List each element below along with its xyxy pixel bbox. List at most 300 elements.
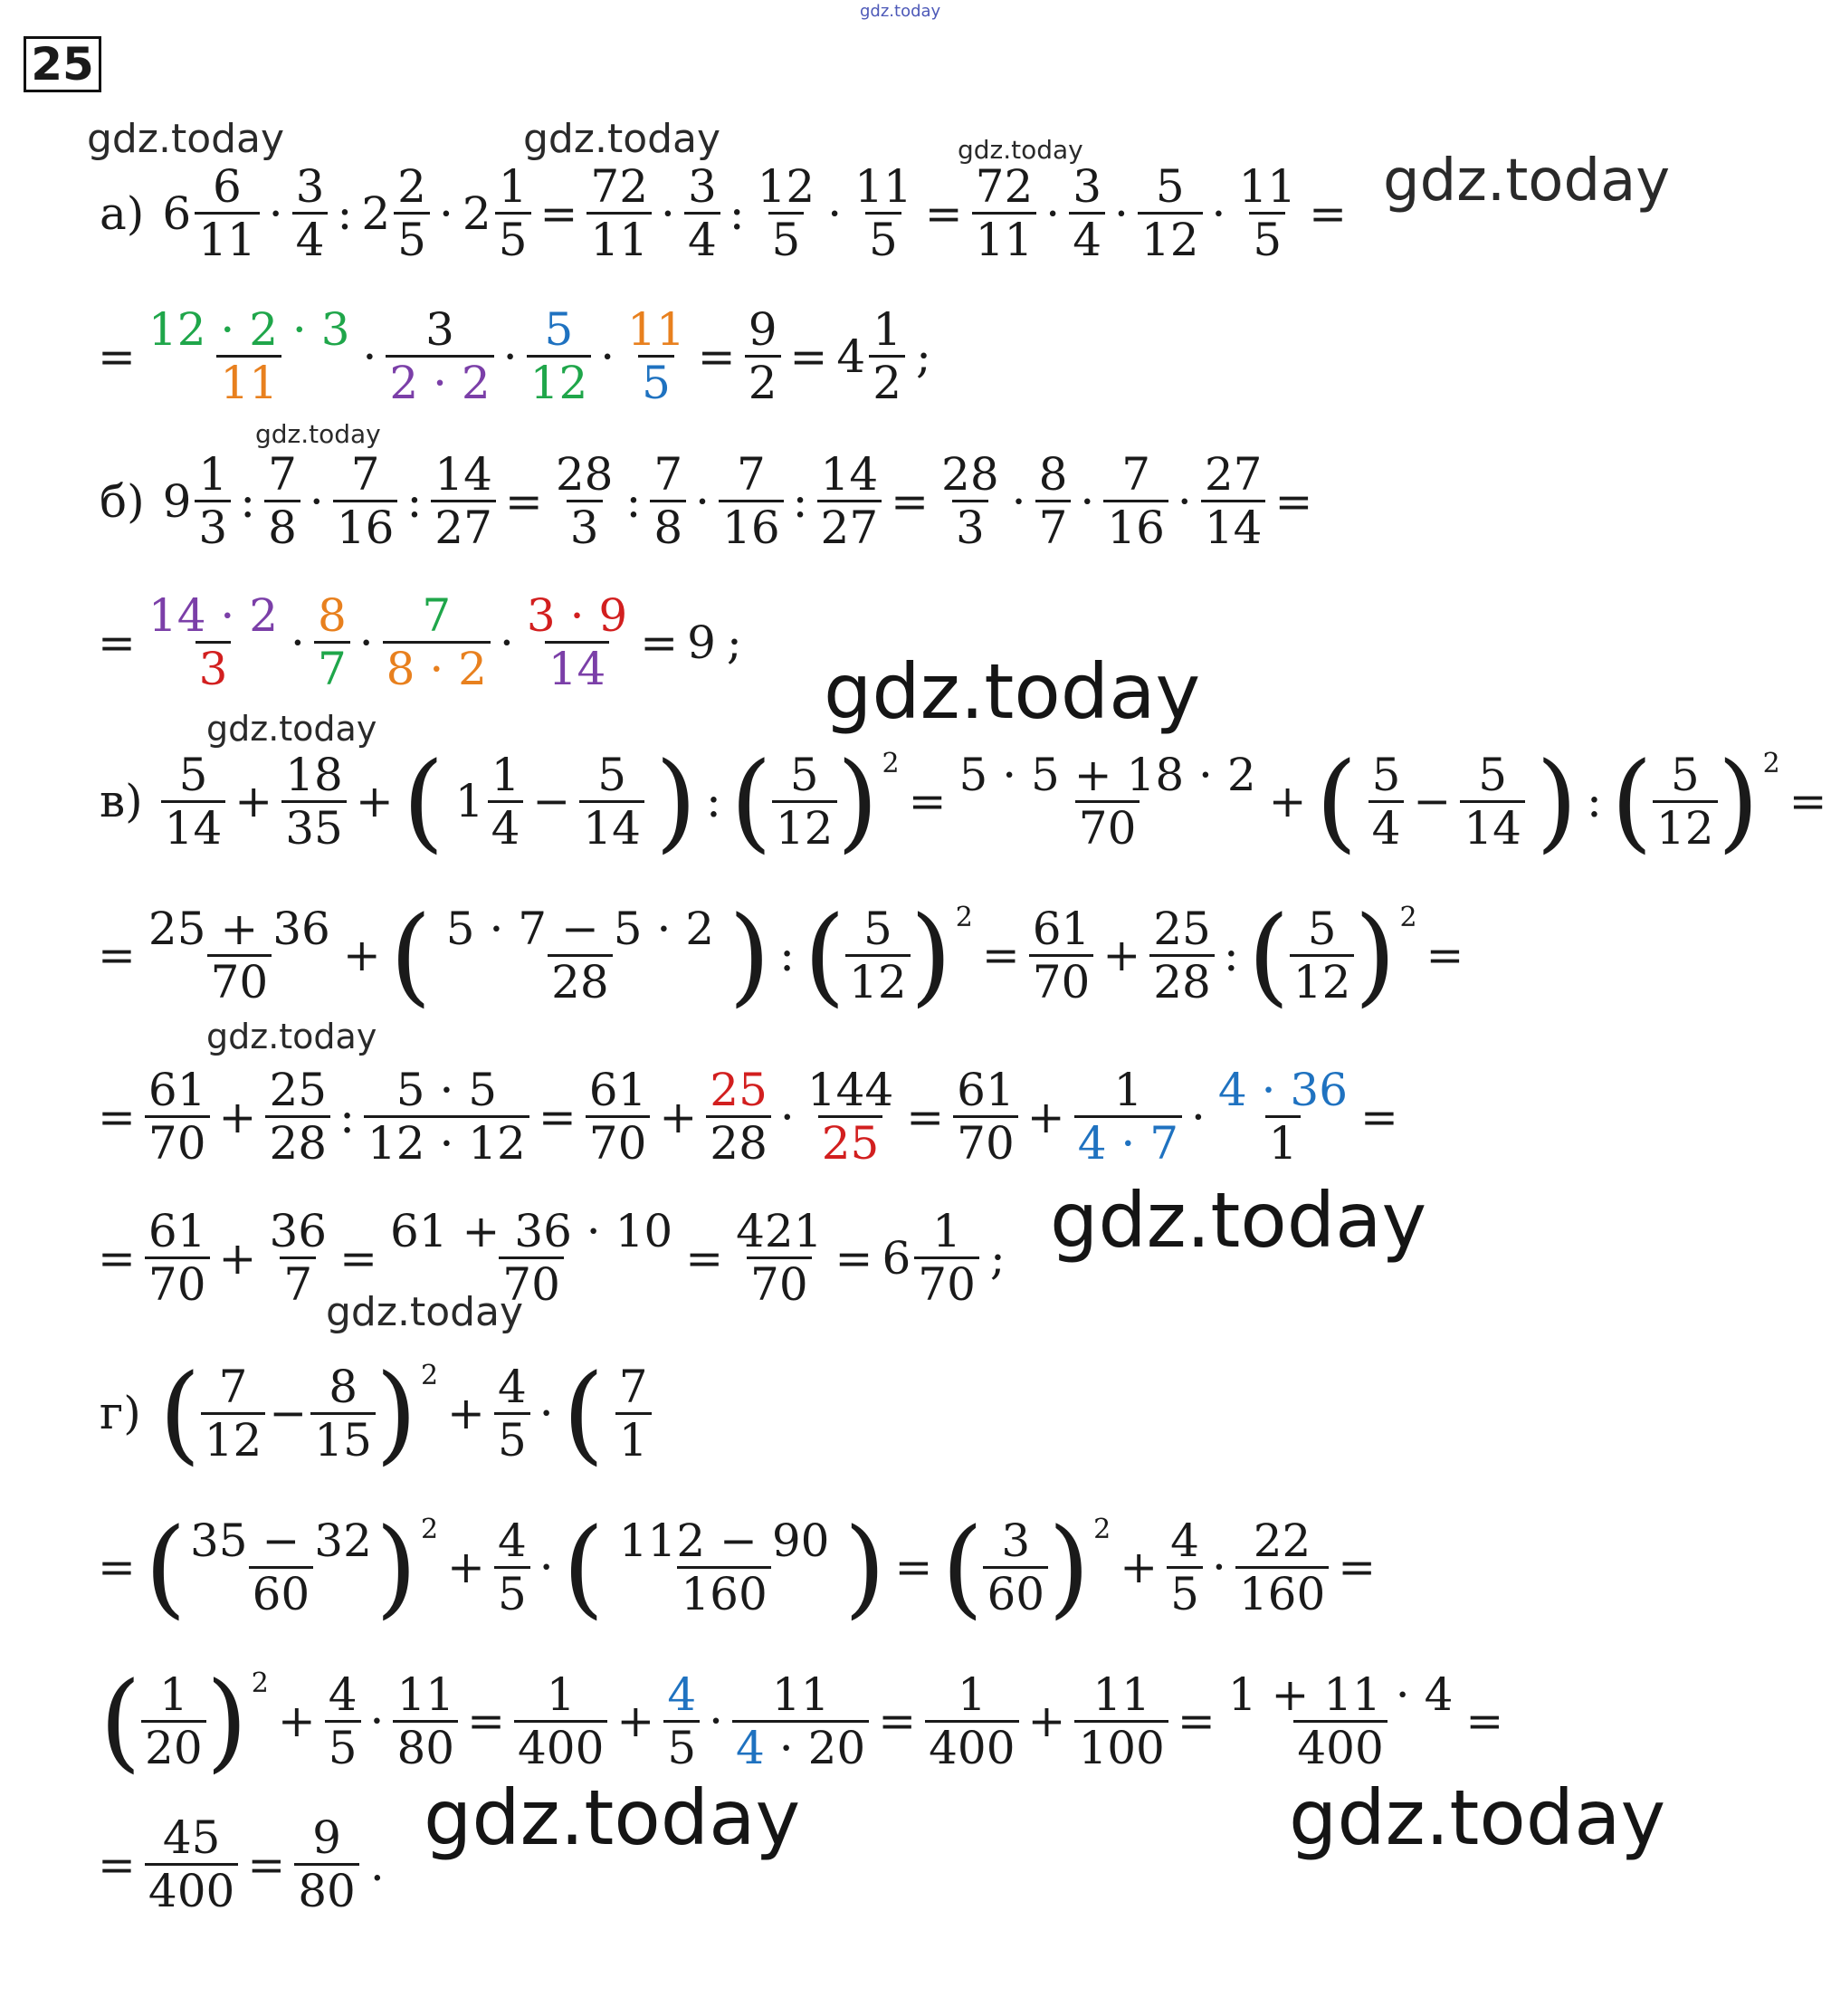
dot-op: · — [1211, 1541, 1226, 1593]
denominator: 5 — [495, 212, 531, 265]
numerator: 25 — [1153, 902, 1211, 955]
numerator: 14 — [820, 448, 879, 501]
denominator: 11 — [586, 212, 652, 265]
fraction — [956, 750, 1260, 854]
fraction — [938, 449, 1003, 553]
whole: 2 — [361, 186, 391, 240]
numerator: 7 — [618, 1360, 648, 1413]
dot-op: · — [1080, 474, 1095, 528]
mixed-number — [361, 161, 430, 265]
denominator: 7 — [314, 641, 350, 694]
div-op: : — [339, 1090, 355, 1143]
fraction — [386, 304, 493, 408]
fraction — [195, 449, 231, 553]
dot-op: · — [778, 1721, 794, 1774]
numerator: 1 — [873, 303, 902, 356]
part-a-line-1 — [94, 161, 1350, 265]
dot-op: · — [827, 186, 843, 240]
semicolon: ; — [726, 616, 742, 669]
part-a-label: а) — [100, 186, 145, 240]
equals-sign: = — [891, 474, 930, 528]
fraction — [145, 304, 354, 408]
numerator: 4 — [328, 1667, 358, 1721]
equals-sign: = — [98, 616, 136, 669]
plus-op: + — [616, 1695, 655, 1747]
exponent: 2 — [882, 748, 900, 779]
equals-sign: = — [640, 616, 679, 669]
equals-sign: = — [539, 186, 578, 240]
watermark: gdz.today — [824, 647, 1201, 736]
denominator: 14 — [1201, 500, 1266, 553]
dot-op: · — [309, 474, 324, 528]
right-paren: ) — [729, 893, 771, 1018]
numerator: 144 — [806, 1064, 894, 1116]
part-g-line-2 — [94, 1505, 1379, 1629]
numerator: 8 — [1038, 448, 1068, 501]
fraction — [953, 1065, 1018, 1169]
numerator: 5 — [1478, 748, 1508, 801]
plus-op: + — [218, 1231, 257, 1285]
denominator: 11 — [216, 355, 281, 408]
fraction — [145, 1812, 238, 1916]
numerator: 4 — [497, 1514, 527, 1567]
div-op: : — [779, 929, 795, 981]
equals-sign: = — [894, 1541, 933, 1593]
fraction — [393, 1669, 458, 1773]
denominator: 3 — [952, 500, 988, 553]
numerator: 5 · 5 — [396, 1064, 498, 1116]
denominator: 12 — [1138, 212, 1203, 265]
fraction — [552, 449, 617, 553]
numerator: 11 — [627, 303, 685, 356]
plus-op: + — [447, 1541, 485, 1593]
denominator: 70 — [207, 954, 272, 1008]
watermark: gdz.today — [424, 1773, 801, 1862]
dot-op: · — [779, 1090, 795, 1143]
left-paren: ( — [941, 1505, 984, 1629]
equals-sign: = — [504, 474, 543, 528]
denominator: 5 — [865, 212, 901, 265]
denominator: 70 — [499, 1256, 564, 1310]
denominator: 12 · 12 — [364, 1115, 529, 1169]
fraction — [745, 304, 781, 408]
part-v-line-1 — [94, 739, 1831, 864]
numerator: 1 — [498, 160, 528, 213]
numerator: 14 · 2 — [148, 589, 279, 642]
numerator: 5 — [1307, 902, 1337, 955]
exponent: 2 — [1399, 902, 1417, 933]
numerator: 27 — [1204, 448, 1263, 501]
equals-sign: = — [878, 1695, 917, 1747]
numerator: 7 — [653, 448, 683, 501]
mixed-number — [163, 449, 232, 553]
fraction — [732, 1669, 869, 1773]
denominator: 3 — [567, 500, 603, 553]
fraction — [1225, 1669, 1457, 1773]
right-paren: ) — [1717, 739, 1759, 864]
numerator: 9 — [748, 303, 777, 356]
numerator: 4 — [667, 1667, 697, 1721]
equals-sign: = — [98, 1838, 136, 1891]
whole: 6 — [162, 186, 192, 240]
denominator: 70 — [586, 1115, 651, 1169]
power-group — [804, 893, 973, 1018]
watermark: gdz.today — [958, 135, 1083, 165]
fraction — [201, 1362, 266, 1466]
numerator: 8 — [329, 1360, 358, 1413]
div-op: : — [625, 474, 642, 528]
div-op: : — [792, 474, 808, 528]
denominator: 400 — [925, 1720, 1018, 1773]
power-group — [100, 1658, 269, 1783]
fraction — [732, 1206, 825, 1310]
numerator: 25 + 36 — [148, 902, 330, 955]
fraction — [1201, 449, 1266, 553]
numerator: 7 — [422, 589, 452, 642]
fraction — [383, 590, 491, 694]
plus-op: + — [277, 1695, 316, 1747]
numerator: 11 — [1238, 160, 1297, 213]
left-paren: ( — [1315, 739, 1358, 864]
numerator: 25 — [710, 1064, 768, 1116]
fraction — [1368, 750, 1405, 854]
fraction — [333, 449, 398, 553]
right-paren: ) — [654, 739, 697, 864]
fraction — [972, 161, 1037, 265]
fraction — [145, 1065, 210, 1169]
equals-sign: = — [1465, 1695, 1504, 1747]
equals-sign: = — [1274, 474, 1313, 528]
numerator: 18 — [285, 748, 343, 801]
numerator: 1 — [932, 1205, 961, 1257]
fraction — [364, 1065, 529, 1169]
denominator: 15 — [310, 1412, 376, 1466]
numerator: 45 — [162, 1811, 221, 1864]
denominator: 8 — [650, 500, 686, 553]
exponent: 2 — [420, 1360, 439, 1391]
denominator: 80 — [294, 1863, 359, 1916]
denominator: 4 — [1368, 800, 1405, 854]
watermark: gdz.today — [860, 2, 941, 21]
part-g-line-4 — [94, 1812, 390, 1916]
numerator: 3 · 9 — [526, 589, 628, 642]
denominator: 80 — [393, 1720, 458, 1773]
watermark: gdz.today — [1383, 148, 1671, 215]
numerator: 7 — [218, 1360, 248, 1413]
denominator: 7 — [280, 1256, 316, 1310]
numerator: 11 — [854, 160, 912, 213]
numerator: 61 — [148, 1205, 206, 1257]
denominator: 1 — [615, 1412, 652, 1466]
equals-sign: = — [1338, 1541, 1377, 1593]
plus-op: + — [1102, 929, 1141, 981]
denominator: 4 · 7 — [1074, 1115, 1182, 1169]
denominator: 2 — [869, 355, 905, 408]
denominator: 28 — [706, 1115, 771, 1169]
fraction — [161, 750, 226, 854]
numerator: 3 — [425, 303, 454, 356]
fraction — [488, 750, 524, 854]
fraction — [495, 161, 531, 265]
right-paren: ) — [1354, 893, 1397, 1018]
denominator: 3 — [195, 500, 231, 553]
equals-sign: = — [98, 1231, 136, 1285]
fraction — [145, 1206, 210, 1310]
div-op: : — [729, 186, 745, 240]
numerator: 11 — [1092, 1667, 1150, 1721]
plus-op: + — [355, 775, 394, 827]
fraction — [719, 449, 784, 553]
dot-op: · — [539, 1387, 554, 1439]
plus-op: + — [234, 775, 273, 827]
watermark: gdz.today — [255, 419, 381, 449]
power-group — [941, 1505, 1111, 1629]
denominator: 60 — [249, 1566, 314, 1619]
div-op: : — [406, 474, 423, 528]
exponent: 2 — [251, 1667, 269, 1699]
power-group — [1247, 893, 1417, 1018]
plus-op: + — [659, 1090, 698, 1143]
left-paren: ( — [1247, 893, 1290, 1018]
denominator: 12 — [772, 800, 837, 854]
numerator: 112 − 90 — [618, 1514, 830, 1567]
denominator: 70 — [953, 1115, 1018, 1169]
denominator: 1 — [1265, 1115, 1302, 1169]
power-group — [1610, 739, 1780, 864]
denominator: 16 — [1103, 500, 1168, 553]
plus-op: + — [218, 1090, 257, 1143]
fraction — [579, 750, 644, 854]
numerator: 3 — [295, 160, 325, 213]
equals-sign: = — [906, 1090, 945, 1143]
numerator: 4 · 36 — [1217, 1064, 1349, 1116]
watermark: gdz.today — [326, 1289, 524, 1335]
numerator: 36 — [269, 1205, 328, 1257]
fraction — [1138, 161, 1203, 265]
numerator: 14 — [434, 448, 492, 501]
denominator: 16 — [719, 500, 784, 553]
denominator: 5 — [325, 1720, 361, 1773]
mixed-number — [455, 750, 524, 854]
dot-op: · — [709, 1695, 724, 1747]
numerator: 5 — [178, 748, 208, 801]
numerator: 22 — [1253, 1514, 1311, 1567]
equals-sign: = — [1177, 1695, 1216, 1747]
numerator: 9 — [312, 1811, 341, 1864]
denominator: 160 — [1235, 1566, 1329, 1619]
denominator: 70 — [1029, 954, 1094, 1008]
equals-sign: = — [1788, 775, 1827, 827]
equals-sign: = — [247, 1838, 286, 1891]
dot-op: · — [1114, 186, 1129, 240]
fraction — [292, 161, 329, 265]
fraction — [851, 161, 916, 265]
power-group — [730, 739, 900, 864]
numerator: 5 — [863, 902, 892, 955]
left-paren: ( — [1610, 739, 1653, 864]
equals-sign: = — [908, 775, 947, 827]
denominator: 4 — [684, 212, 720, 265]
numerator: 5 · 5 + 18 · 2 — [958, 748, 1256, 801]
denominator: 5 — [663, 1720, 700, 1773]
dot-op: · — [600, 330, 615, 383]
fraction — [1035, 449, 1072, 553]
denominator: 4 — [1069, 212, 1105, 265]
right-paren: ) — [375, 1351, 417, 1476]
dot-op: · — [358, 616, 374, 669]
denominator: 12 — [527, 355, 592, 408]
equals-sign: = — [98, 1090, 136, 1143]
factor: 20 — [807, 1721, 866, 1774]
numerator: 7 — [736, 448, 766, 501]
denominator: 2 · 2 — [386, 355, 493, 408]
dot-op: · — [539, 1541, 554, 1593]
fraction — [706, 1065, 771, 1169]
numerator: 72 — [590, 160, 649, 213]
numerator: 6 — [213, 160, 242, 213]
left-paren: ( — [804, 893, 846, 1018]
numerator: 421 — [736, 1205, 823, 1257]
denominator: 5 — [638, 355, 674, 408]
minus-op: − — [1413, 775, 1452, 827]
left-paren: ( — [730, 739, 772, 864]
div-op: : — [240, 474, 256, 528]
fraction — [650, 449, 686, 553]
fraction — [310, 1362, 376, 1466]
fraction — [186, 1515, 376, 1619]
whole: 9 — [162, 474, 192, 528]
numerator: 3 — [687, 160, 717, 213]
denominator: 28 — [548, 954, 613, 1008]
denominator: 60 — [983, 1566, 1048, 1619]
fraction — [394, 161, 430, 265]
equals-sign: = — [981, 929, 1020, 981]
fraction — [264, 449, 300, 553]
plus-op: + — [1268, 775, 1307, 827]
mixed-number — [882, 1206, 978, 1310]
dot-op: · — [502, 330, 518, 383]
denominator: 70 — [747, 1256, 812, 1310]
fraction — [1103, 449, 1168, 553]
fraction — [431, 449, 496, 553]
numerator: 1 — [1113, 1064, 1143, 1116]
numerator: 28 — [555, 448, 614, 501]
denominator: 11 — [972, 212, 1037, 265]
fraction — [1029, 903, 1094, 1008]
fraction — [523, 590, 631, 694]
watermark: gdz.today — [1050, 1176, 1427, 1265]
fraction — [195, 161, 260, 265]
numerator: 2 — [397, 160, 426, 213]
numerator: 3 — [1001, 1514, 1031, 1567]
dot-op: · — [291, 616, 305, 669]
fraction — [145, 590, 281, 694]
equals-sign: = — [789, 330, 828, 383]
part-g-line-1 — [94, 1351, 657, 1476]
div-op: : — [1223, 929, 1239, 981]
fraction — [586, 1065, 651, 1169]
fraction — [845, 903, 911, 1008]
plus-op: + — [1027, 1695, 1066, 1747]
fraction — [314, 590, 350, 694]
watermark: gdz.today — [206, 709, 377, 749]
fraction — [869, 304, 905, 408]
denominator: 5 — [394, 212, 430, 265]
denominator: 8 · 2 — [383, 641, 491, 694]
numerator: 28 — [941, 448, 999, 501]
numerator: 12 · 2 · 3 — [148, 303, 350, 356]
denominator: 28 — [1149, 954, 1215, 1008]
fraction — [527, 304, 592, 408]
exponent: 2 — [1093, 1514, 1111, 1545]
minus-op: − — [269, 1387, 308, 1439]
denominator: 100 — [1074, 1720, 1168, 1773]
denominator: 5 — [494, 1566, 530, 1619]
right-paren: ) — [844, 1505, 886, 1629]
dot-op: · — [1211, 186, 1226, 240]
denominator: 2 — [745, 355, 781, 408]
equals-sign: = — [924, 186, 963, 240]
right-paren: ) — [1048, 1505, 1091, 1629]
right-paren: ) — [836, 739, 879, 864]
denominator: 16 — [333, 500, 398, 553]
fraction — [586, 161, 652, 265]
equals-sign: = — [98, 330, 136, 383]
fraction — [1290, 903, 1355, 1008]
mixed-number — [836, 304, 905, 408]
right-paren: ) — [205, 1658, 248, 1783]
numerator: 11 — [396, 1667, 455, 1721]
fraction — [494, 1362, 530, 1466]
denominator: 4 — [488, 800, 524, 854]
div-op: : — [1587, 775, 1602, 827]
dot-op: · — [362, 330, 377, 383]
denominator: 12 — [845, 954, 911, 1008]
equals-sign: = — [1360, 1090, 1398, 1143]
numerator: 1 — [198, 448, 228, 501]
plus-op: + — [1026, 1090, 1065, 1143]
denominator: 28 — [265, 1115, 330, 1169]
numerator: 72 — [975, 160, 1034, 213]
exponent: 2 — [420, 1514, 439, 1545]
numerator: 1 + 11 · 4 — [1227, 1667, 1454, 1721]
denominator: 27 — [817, 500, 882, 553]
part-b-line-2 — [94, 590, 748, 694]
denominator: 25 — [818, 1115, 883, 1169]
equals-sign: = — [467, 1695, 505, 1747]
denominator: 5 — [1167, 1566, 1203, 1619]
whole: 4 — [836, 330, 866, 383]
numerator: 4 — [1170, 1514, 1199, 1567]
exponent: 2 — [1762, 748, 1780, 779]
div-op: : — [705, 775, 721, 827]
fraction — [386, 1206, 676, 1310]
fraction — [294, 1812, 359, 1916]
fraction — [1167, 1515, 1203, 1619]
equals-sign: = — [98, 1541, 136, 1593]
part-v-label: в) — [100, 775, 143, 827]
fraction — [265, 1206, 330, 1310]
numerator: 5 — [544, 303, 574, 356]
numerator: 61 — [588, 1064, 647, 1116]
fraction — [443, 903, 718, 1008]
fraction — [1460, 750, 1525, 854]
fraction — [925, 1669, 1018, 1773]
equals-sign: = — [697, 330, 736, 383]
dot-op: · — [1191, 1090, 1206, 1143]
dot-op: · — [1011, 474, 1026, 528]
fraction — [141, 1669, 206, 1773]
